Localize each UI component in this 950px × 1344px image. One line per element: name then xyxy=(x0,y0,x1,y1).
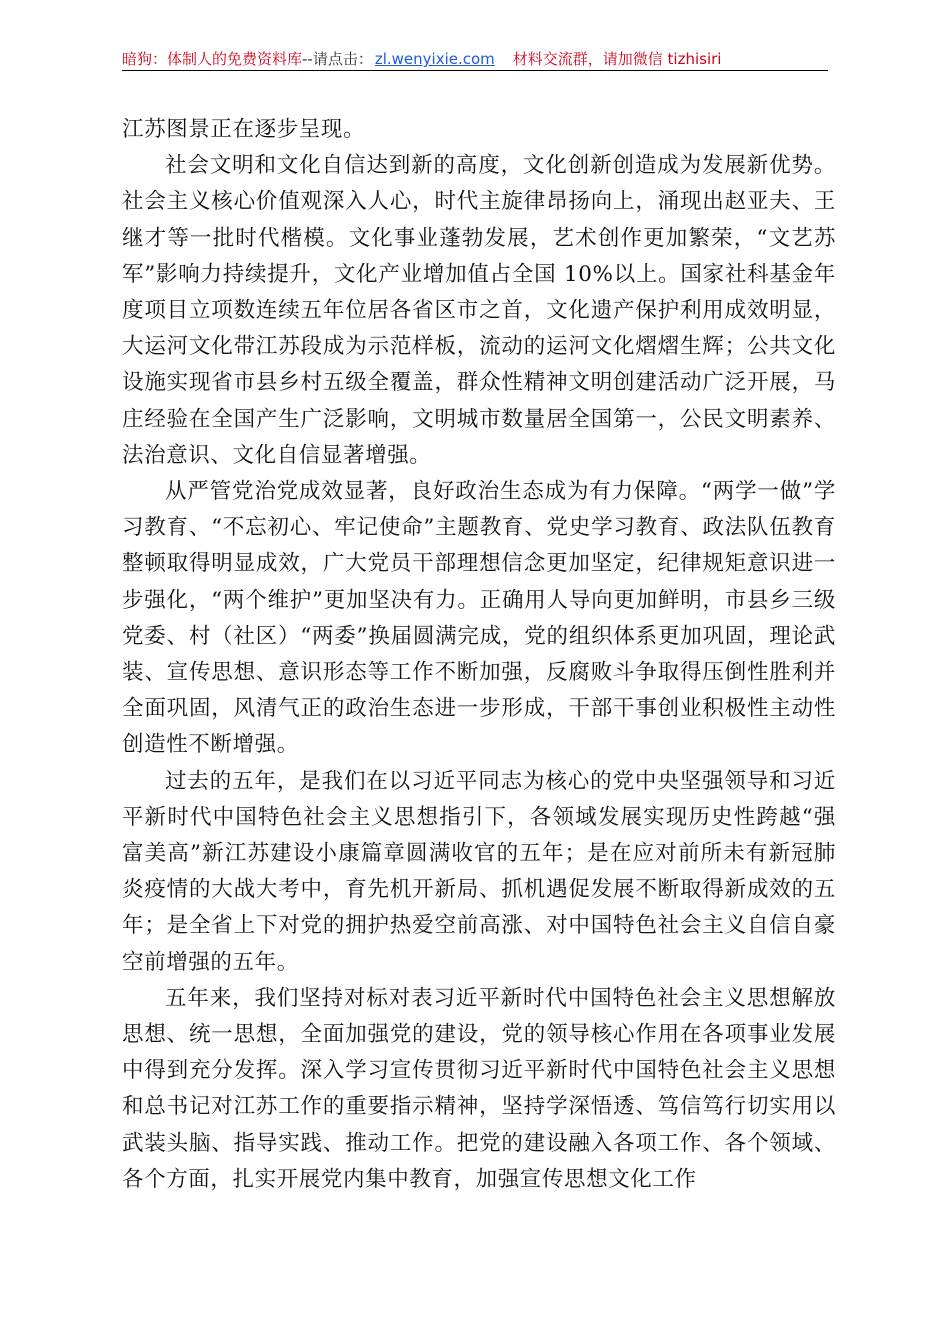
paragraph-past-five-years: 过去的五年，是我们在以习近平同志为核心的党中央坚强领导和习近平新时代中国特色社会主义思想指引下，各领域发展实现历史性跨越“强富美高”新江苏建设小康篇章圆满收官的五年；是在应对前所未有新冠肺炎疫情的大战大考中，育先机开新局、抓机遇促发展不断取得新成效的五年；是全省上下对党的拥护热爱空前高涨、对中国特色社会主义自信自豪空前增强的五年。 xyxy=(122,768,836,975)
document-body xyxy=(122,112,836,1198)
header-promo-text: 暗狗：体制人的免费资料库 xyxy=(122,50,303,68)
page-header xyxy=(122,48,828,72)
header-contact-text: 材料交流群，请加微信 tizhisiri xyxy=(512,50,722,68)
header-click-prompt: --请点击： xyxy=(302,50,373,68)
paragraph-five-years-since: 五年来，我们坚持对标对表习近平新时代中国特色社会主义思想解放思想、统一思想，全面加强党的建设，党的领导核心作用在各项事业发展中得到充分发挥。深入学习宣传贯彻习近平新时代中国特色社会主义思想和总书记对江苏工作的重要指示精神，坚持学深悟透、笃信笃行切实用以武装头脑、指导实践、推动工作。把党的建设融入各项工作、各个领域、各个方面，扎实开展党内集中教育，加强宣传思想文化工作 xyxy=(122,985,836,1192)
paragraph-continuation: 江苏图景正在逐步呈现。 xyxy=(122,117,366,142)
header-divider xyxy=(122,70,828,71)
header-link[interactable]: zl.wenyixie.com xyxy=(374,50,495,68)
paragraph-culture: 社会文明和文化自信达到新的高度，文化创新创造成为发展新优势。社会主义核心价值观深入人心，时代主旋律昂扬向上，涌现出赵亚夫、王继才等一批时代楷模。文化事业蓬勃发展，艺术创作更加繁荣，“文艺苏军”影响力持续提升，文化产业增加值占全国 10%以上。国家社科基金年度项目立项数连续五年位居各省区市之首，文化遗产保护利用成效明显，大运河文化带江苏段成为示范样板，流动的运河文化熠熠生辉；公共文化设施实现省市县乡村五级全覆盖，群众性精神文明创建活动广泛开展，马庄经验在全国产生广泛影响，文明城市数量居全国第一，公民文明素养、法治意识、文化自信显著增强。 xyxy=(122,153,836,468)
paragraph-party-governance: 从严管党治党成效显著，良好政治生态成为有力保障。“两学一做”学习教育、“不忘初心、牢记使命”主题教育、党史学习教育、政法队伍教育整顿取得明显成效，广大党员干部理想信念更加坚定，纪律规矩意识进一步强化，“两个维护”更加坚决有力。正确用人导向更加鲜明，市县乡三级党委、村（社区）“两委”换届圆满完成，党的组织体系更加巩固，理论武装、宣传思想、意识形态等工作不断加强，反腐败斗争取得压倒性胜利并全面巩固，风清气正的政治生态进一步形成，干部干事创业积极性主动性创造性不断增强。 xyxy=(122,479,836,758)
